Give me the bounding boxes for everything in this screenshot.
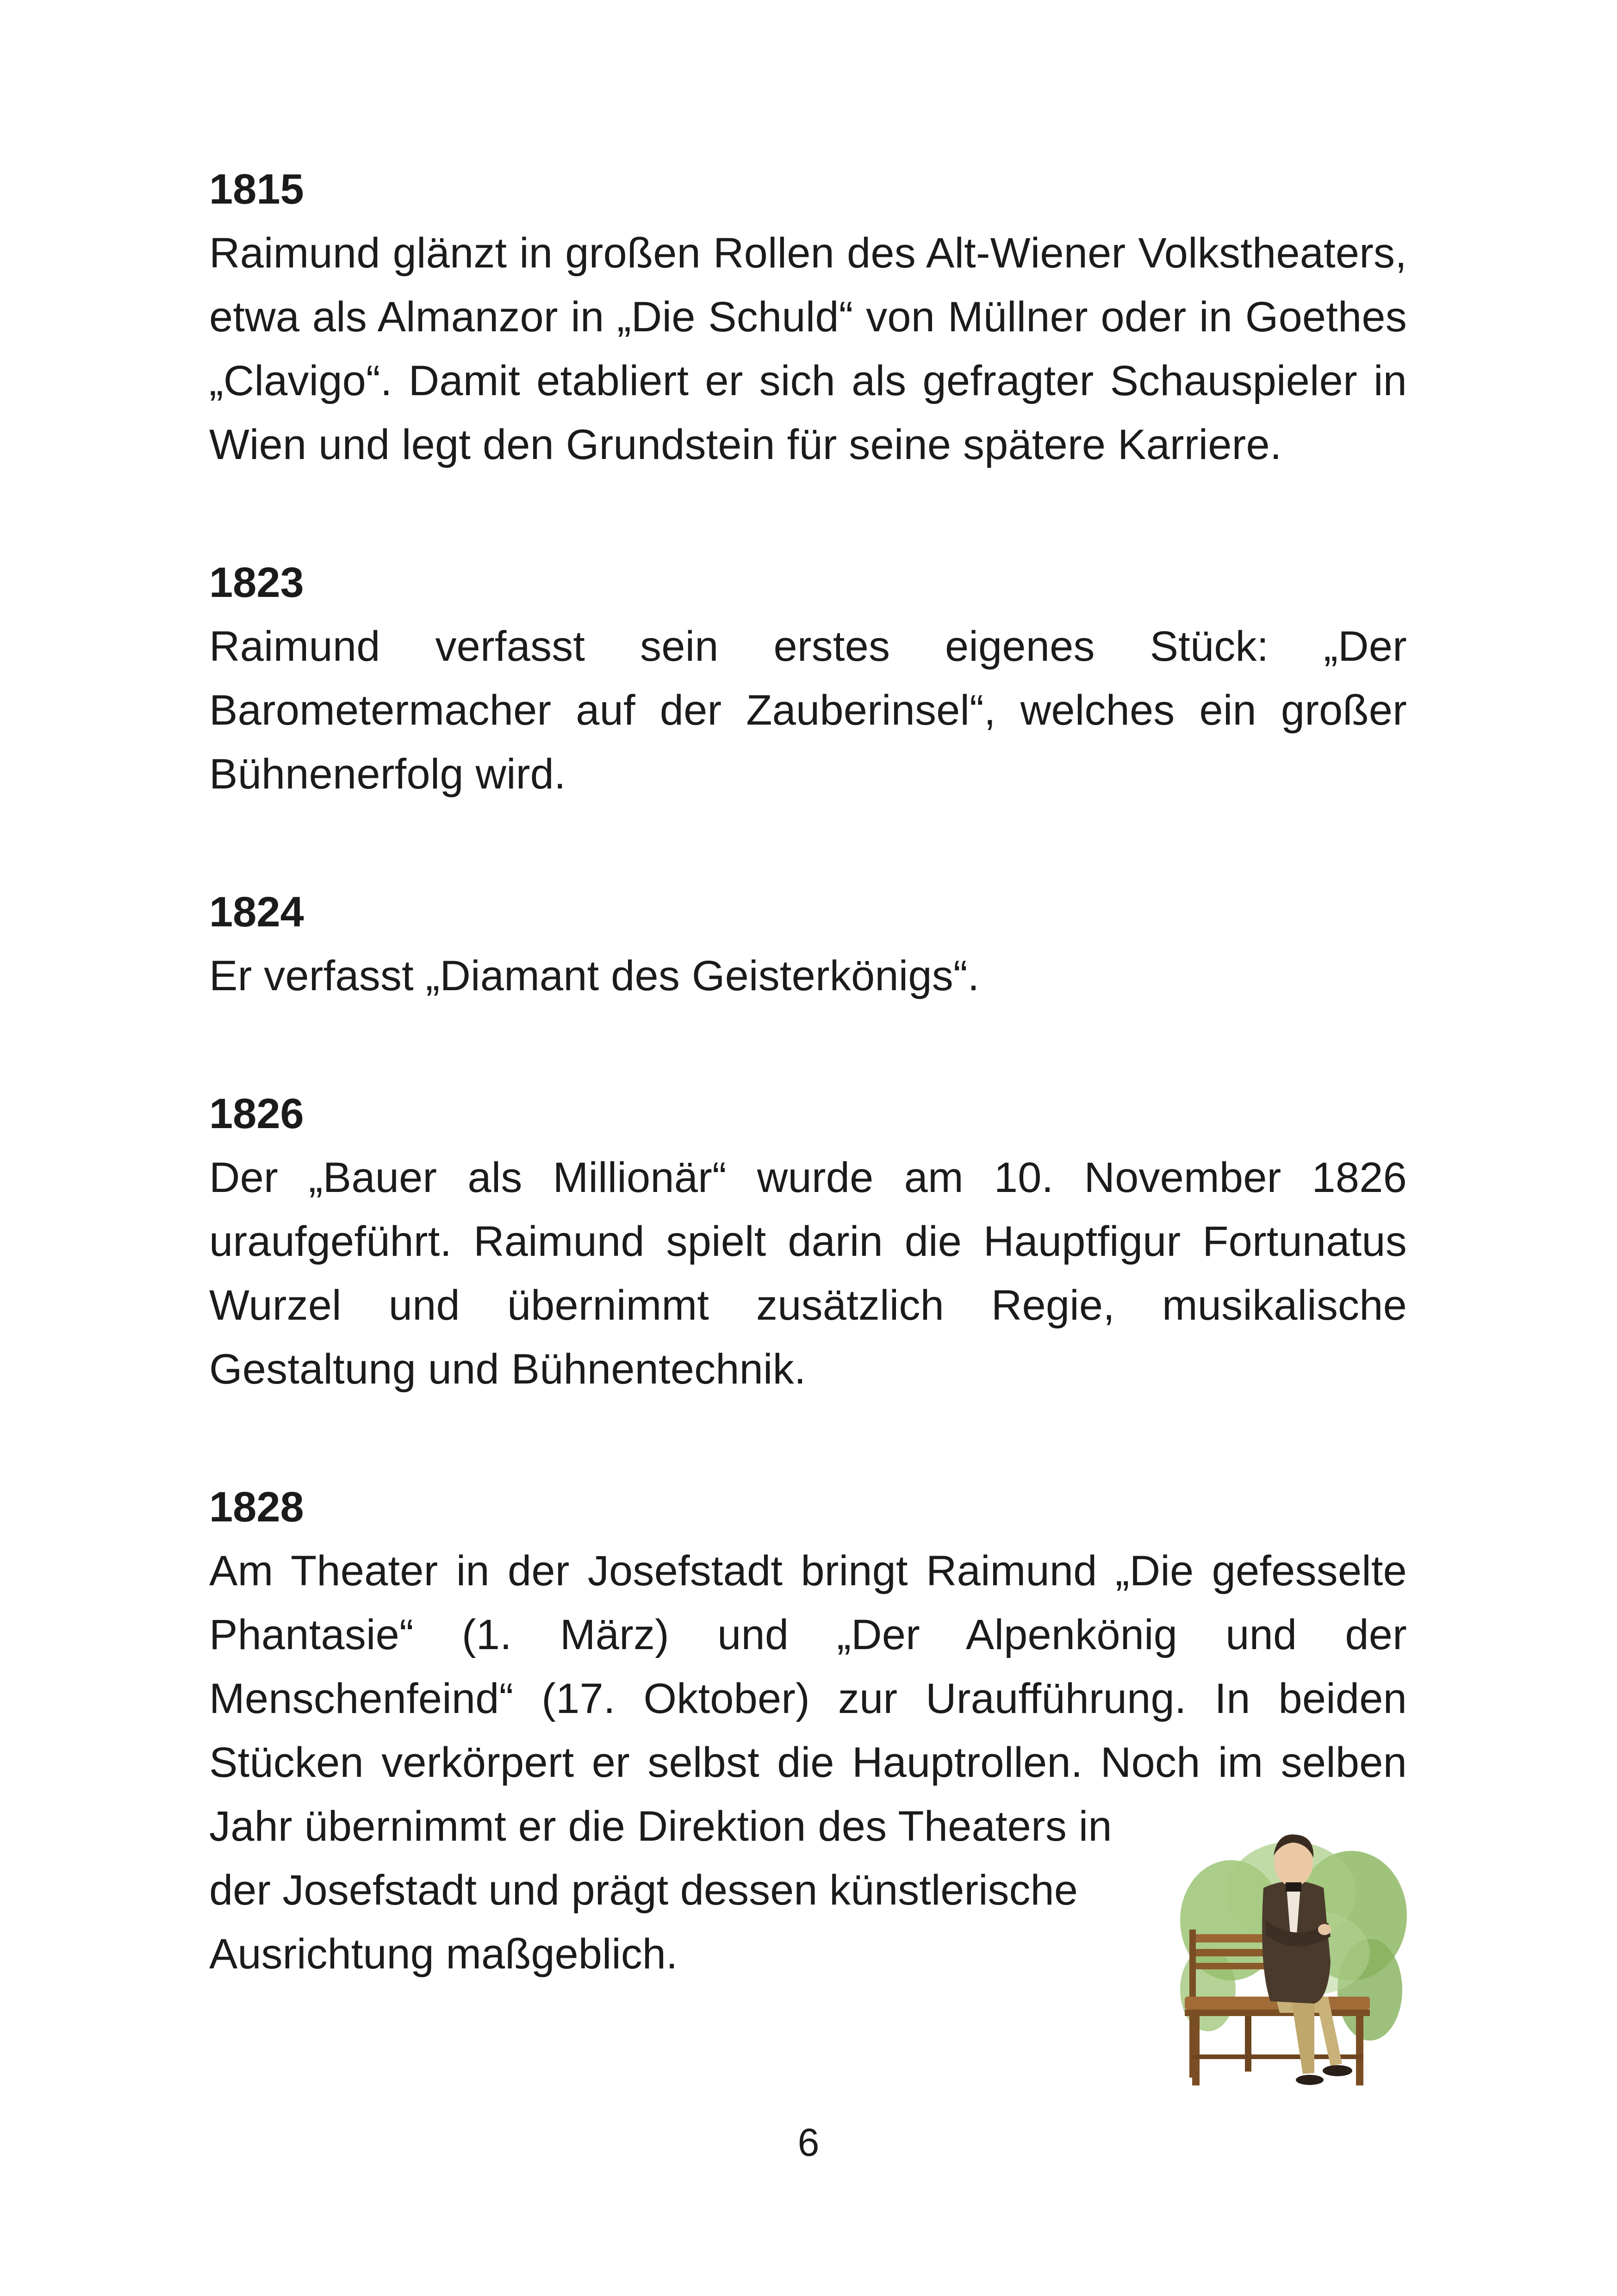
entry-text: Raimund verfasst sein erstes eigenes Stück: „Der Barometermacher auf der Zauberinsel“, welches ein großer Bühnenerfolg wird.	[209, 623, 1407, 798]
entry-year: 1826	[209, 1090, 304, 1137]
entry-text: Raimund glänzt in großen Rollen des Alt-Wiener Volkstheaters, etwa als Almanzor in „Die Schuld“ von Müllner oder in Goethes „Clavigo“. Damit etabliert er sich als gefragter Schauspieler in Wien und legt den Grundstein für seine spätere Karriere.	[209, 230, 1407, 468]
timeline-entry-1815	[209, 157, 1407, 477]
portrait-illustration	[1175, 1814, 1407, 2119]
entry-text-tail: der Josefstadt und prägt dessen künstlerische Ausrichtung maßgeblich.	[209, 1867, 1078, 1978]
timeline-entry-1826	[209, 1082, 1407, 1401]
timeline-entry-1824	[209, 880, 1407, 1008]
entry-text: Am Theater in der Josefstadt bringt Raimund „Die gefesselte Phantasie“ (1. März) und „Der Alpenkönig und der Menschenfeind“ (17. Oktober) zur Uraufführung. In beiden Stücken verkörpert er selbst die Hauptrollen. Noch im selben Jahr übernimmt er die Direktion des Theaters in	[209, 1547, 1407, 1850]
entry-year: 1824	[209, 888, 304, 936]
entry-text: Der „Bauer als Millionär“ wurde am 10. November 1826 uraufgeführt. Raimund spielt darin die Hauptfigur Fortunatus Wurzel und übernimmt zusätzlich Regie, musikalische Gestaltung und Bühnentechnik.	[209, 1154, 1407, 1393]
timeline	[209, 157, 1407, 2060]
entry-year: 1815	[209, 166, 304, 213]
entry-year: 1828	[209, 1483, 304, 1531]
timeline-entry-1823	[209, 551, 1407, 806]
page-number: 6	[797, 2121, 820, 2164]
entry-text: Er verfasst „Diamant des Geisterkönigs“.	[209, 952, 980, 999]
entry-year: 1823	[209, 559, 304, 606]
